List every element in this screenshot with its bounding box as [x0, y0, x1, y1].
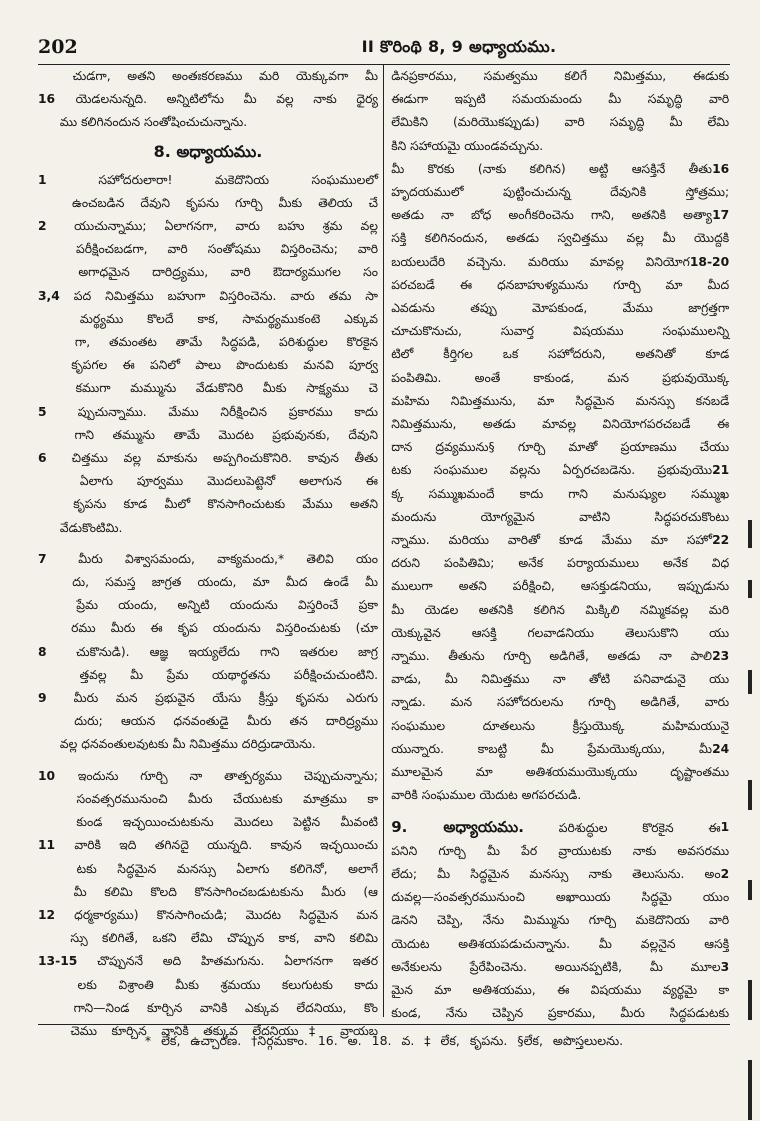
text-line [391, 390, 729, 413]
verse-number: 10 [38, 768, 56, 783]
text-line [38, 169, 378, 192]
text-line [391, 459, 729, 482]
verse-number: 8 [38, 644, 47, 659]
verse-text: కృపగల ఈ పనిలో పాలు పొందుటకు మనవి పూర్వ [71, 358, 378, 373]
text-line [38, 111, 378, 134]
verse-number: 9 [38, 691, 47, 706]
text-line [38, 788, 378, 811]
text-line [38, 927, 378, 950]
verse-text: ము కలిగినందున సంతోషించుచున్నాను. [59, 115, 248, 130]
verse-text: దు, సమస్త జాగ్రత యందు, మా మీద ఉండే మీ [72, 575, 378, 590]
verse-text: కిని సహాయమై యుండవచ్చును. [391, 138, 544, 153]
text-line [391, 575, 729, 598]
verse-text: వాడు, మీ నిమిత్తము నా తోటి పనివాడునై యు [391, 672, 730, 687]
verse-text: ప్పుచున్నాము. మేము నిరీక్షించిన ప్రకారము కాదు [77, 404, 378, 419]
verse-text: యెక్కువైన ఆసక్తి గలవాడనియు తెలుసుకొని యు [391, 625, 730, 640]
verse-text: సంవత్సరమునుంచి మీరు చేయుటకు మాత్రము కా [76, 791, 378, 806]
text-line [391, 251, 729, 274]
verse-text: చెము కూర్చిన వానికి తక్కువ లేదనియు‡ వ్రాయబ [70, 1023, 378, 1038]
verse-number: 13-15 [38, 954, 78, 969]
text-line [38, 974, 378, 997]
text-line [38, 88, 378, 111]
verse-number: 16 [712, 161, 730, 176]
verse-text: చొప్పుననే అది హితమగును. ఏలాగనగా ఇతర [97, 954, 378, 969]
verse-text: పరీక్షించబడగా, వారి సంతోషము విస్తరించెను; వారి [75, 242, 378, 257]
text-line [38, 997, 378, 1020]
text-line [391, 668, 729, 691]
verse-text: పరచబడే ఈ ధనబాహుళ్యమును గూర్చి మా మీద [391, 277, 730, 292]
text-line [391, 816, 729, 840]
verse-text: కృపను కూడ మీలో కొనసాగించుటకు మేము అతని [73, 497, 378, 512]
text-line [38, 65, 378, 88]
text-line [391, 886, 729, 909]
verse-text: వేడుకొంటిమి. [59, 520, 123, 535]
verse-text: హృదయములో పుట్టించుచున్న దేవునికి స్తోత్రము; [391, 185, 730, 200]
text-line [38, 308, 378, 331]
text-line [38, 641, 378, 664]
verse-text: ఉంచబడిన దేవుని కృపను గూర్చి మీకు తెలియ చే [72, 195, 378, 210]
verse-text: సంఘముల దూతలును క్రీస్తుయొక్క మహిమయునై [391, 718, 730, 733]
running-head: II కొరింథి 8, 9 అధ్యాయము. [361, 37, 557, 56]
verse-text: బయలుదేరి వచ్చెను. మరియు మావల్ల వినియోగ [391, 254, 690, 269]
verse-text: మహిమ నిమిత్తమును, మా సిద్ధమైన మనస్సు కనబడే [391, 393, 730, 408]
verse-text: అతడు నా బోధ అంగీకరించెను గాని, అతనికి అత్యా [391, 208, 713, 223]
text-line [391, 343, 729, 366]
text-line [38, 687, 378, 710]
verse-text: మర్థ్యము కొలదే కాక, సామర్థ్యముకంటె ఎక్కువ [79, 311, 378, 326]
verse-text: వల్ల ధనవంతులవుటకు మీ నిమిత్తము దరిద్రుడాయెను. [59, 737, 316, 752]
verse-text: ధర్మకార్యము) కొనసాగించుడి; మొదట సిద్ధమైన మన [74, 907, 378, 922]
text-line [391, 320, 729, 343]
verse-text: టిలో కీర్తిగల ఒక సహోదరుని, అతనితో కూడ [391, 347, 730, 362]
text-line [38, 215, 378, 238]
text-line [38, 904, 378, 927]
text-line [391, 413, 729, 436]
verse-number: 24 [712, 741, 730, 756]
text-line [391, 297, 729, 320]
text-line [391, 784, 729, 807]
verse-text: చుకొనుడి). ఆజ్ఞ ఇయ్యలేదు గాని ఇతరుల జాగ్ర [76, 644, 378, 659]
verse-text: పద నిమిత్తము బహుగా విస్తరించెను. వారు తమ సా [73, 288, 378, 303]
verse-text: చుడగా, అతని అంతఃకరణము మరి యెక్కువగా మీ [72, 69, 378, 83]
text-line [391, 840, 729, 863]
text-line [38, 765, 378, 788]
text-line [391, 483, 729, 506]
text-line [38, 710, 378, 733]
verse-text: వారికి ఇది తగినదై యున్నది. కావున ఇచ్ఛయించు [74, 838, 378, 853]
verse-number: 1 [38, 172, 47, 187]
verse-text: చూచుకొనుచు, సువార్త విషయము సంఘములన్ని [391, 324, 730, 339]
verse-text: పంపితిమి. అంతే కాకుండ, మన ప్రభువుయొక్క [391, 370, 730, 385]
left-column [38, 65, 383, 1038]
text-line [38, 470, 378, 493]
text-line [38, 192, 378, 215]
verse-number: 6 [38, 451, 47, 466]
text-line [38, 285, 378, 308]
text-line [38, 881, 378, 904]
text-line [391, 135, 729, 158]
verse-number: 2 [38, 219, 47, 234]
text-line [38, 401, 378, 424]
text-line [391, 645, 729, 668]
verse-number: 17 [712, 208, 730, 223]
verse-text: మీ యెడల అతనికి కలిగిన మిక్కిలి నమ్మికవల్ల మరి [391, 602, 730, 617]
verse-text: గాని తమ్మును తామే మొదట ప్రభువునకు, దేవుని [74, 427, 378, 442]
verse-number: 22 [712, 533, 730, 548]
text-line [391, 691, 729, 714]
text-line [38, 424, 378, 447]
text-line [38, 517, 378, 540]
text-line [38, 733, 378, 756]
verse-text: ఇందును గూర్చి నా తాత్పర్యము చెప్పుచున్నాను; [77, 768, 378, 783]
text-line [391, 863, 729, 886]
verse-text: మీరు విశ్వాసమందు, వాక్యమందు,* తెలివి యం [78, 551, 378, 566]
verse-text: కుండ, నేను చెప్పిన ప్రకారము, మీరు సిద్ధపడుటకు [391, 1006, 730, 1021]
verse-text: మీ కలిమి కొలది కొనసాగించబడుటకును మీరు (ఆ [73, 884, 378, 899]
text-line [38, 858, 378, 881]
text-line [391, 909, 729, 932]
text-line [38, 950, 378, 973]
text-line [38, 548, 378, 571]
text-line [391, 88, 729, 111]
right-column [384, 65, 730, 1021]
verse-text: అగాధమైన దారిద్ర్యము, వారి ఔదార్యముగల సం [78, 265, 378, 280]
text-line [38, 377, 378, 400]
verse-text: పనిని గూర్చి మీ పేర వ్రాయుటకు నాకు అవసరము [391, 843, 730, 858]
text-line [38, 617, 378, 640]
text-line [391, 367, 729, 390]
text-line [391, 933, 729, 956]
verse-text: పరిశుద్ధుల కొరకైన ఈ [558, 820, 721, 835]
verse-text: గాని—నిండ కూర్చిన వానికి ఎక్కువ లేదనియు, కొం [73, 1000, 378, 1015]
chapter-heading: 8. అధ్యాయము. [153, 141, 263, 161]
verse-number: 11 [38, 838, 56, 853]
text-line [391, 599, 729, 622]
chapter-heading: 9. అధ్యాయము. [391, 817, 524, 836]
text-line [38, 834, 378, 857]
verse-text: త్తవల్ల మీ ప్రేమ యథార్థతను పరీక్షించుచుంటిని. [79, 667, 378, 682]
verse-text: సక్తి కలిగినందున, అతడు స్వచిత్తము వల్ల మీ యొద్దకి [391, 231, 730, 246]
verse-text: యున్నారు. కాబట్టి మీ ప్రేమయొక్కయు, మీ [391, 741, 713, 756]
text-line [391, 552, 729, 575]
verse-text: కుండ ఇచ్ఛయించుటకును మొదలు పెట్టిన మీవంటి [76, 815, 378, 830]
text-line [391, 738, 729, 761]
text-line [391, 111, 729, 134]
page-number: 202 [38, 36, 78, 58]
verse-text: అనేకులను ప్రేరేపించెను. అయినప్పటికి, మీ మూల [391, 959, 721, 974]
text-line [38, 493, 378, 516]
text-line [38, 331, 378, 354]
text-line [38, 261, 378, 284]
verse-text: దురు; ఆయన ధనవంతుడై మీరు తన దారిద్ర్యము [74, 714, 378, 729]
verse-number: 2 [720, 866, 730, 881]
text-line [391, 622, 729, 645]
verse-text: లేదు; మీ సిద్ధమైన మనస్సు నాకు తెలుసును. అం [391, 866, 721, 881]
verse-text: స్సు కలిగితే, ఒకని లేమి చొప్పున కాక, వాని కలిమి [70, 931, 378, 946]
verse-text: క్క సమ్ముఖమందే కాదు గాని మనుష్యుల సమ్ముఖ [391, 486, 730, 501]
verse-number: 5 [38, 404, 47, 419]
verse-text: దువల్ల—సంవత్సరమునుంచి అఖాయియ సిద్ధమై యుం [391, 890, 730, 905]
verse-text: రము మీరు ఈ కృప యందును విస్తరించుటకు (చూ [71, 621, 378, 636]
verse-number: 21 [712, 463, 730, 478]
verse-text: న్నాము. మరియు వారితో కూడ మేము మా సహో [391, 533, 713, 548]
text-line [391, 158, 729, 181]
verse-number: 1 [720, 819, 730, 834]
text-line [391, 979, 729, 1002]
verse-text: లేమికిని (మరియొకప్పుడు) వారి సమృద్ధి మీ లేమి [391, 115, 730, 130]
text-line [391, 204, 729, 227]
text-line [391, 1002, 729, 1025]
verse-number: 23 [712, 649, 730, 664]
text-line [391, 65, 729, 88]
text-line [391, 181, 729, 204]
verse-text: యుచున్నాము; ఏలాగనగా, వారు బహు శ్రమ వల్ల [74, 219, 378, 234]
verse-text: దాన ద్రవ్యమును§ గూర్చి మాతో ప్రయాణము చేయు [391, 440, 730, 455]
verse-number: 12 [38, 907, 56, 922]
text-line [38, 571, 378, 594]
verse-text: న్నాము. తీతును గూర్చి అడిగితే, అతడు నా పాలి [391, 649, 713, 664]
verse-number: 3 [720, 959, 730, 974]
text-line [38, 447, 378, 470]
text-line [391, 436, 729, 459]
verse-text: మూలమైన మా అతిశయముయొక్కయు దృష్టాంతము [391, 765, 730, 780]
verse-text: డినప్రకారము, సమత్వము కలిగే నిమిత్తము, ఈడుకు [391, 69, 730, 83]
verse-text: గా, తమంతట తామే సిద్ధపడి, పరిశుద్ధుల కొరకైన [74, 335, 378, 350]
text-line [391, 761, 729, 784]
verse-text: న్నాడు. మన సహోదరులను గూర్చి అడిగితే, వారు [391, 695, 730, 710]
verse-text: చిత్తము వల్ల మాకును అప్పగించుకొనిరి. కావున తీతు [71, 451, 378, 466]
verse-text: ఏలాగు పూర్వము మొదలుపెట్టెనో అలాగున ఈ [79, 474, 378, 489]
text-line [391, 715, 729, 738]
verse-text: లకు విశ్రాంతి మీకు శ్రమయు కలుగుటకు కాదు [77, 977, 378, 992]
verse-text: ఎవడును తప్పు మోపకుండ, మేము జాగ్రత్తగా [391, 301, 730, 316]
margin-marks [742, 520, 752, 1120]
verse-text: ఈడుగా ఇప్పటి సమయమందు మీ సమృద్ధి వారి [391, 92, 730, 107]
text-line [38, 238, 378, 261]
page [38, 34, 730, 1086]
verse-number: 16 [38, 92, 56, 107]
verse-text: ప్రేమ యందు, అన్నిటి యందును విస్తరించే ప్రకా [76, 598, 378, 613]
text-line [391, 529, 729, 552]
verse-text: కముగా మమ్మును వేడుకొనిరి మీకు సాక్ష్యము చె [75, 381, 378, 396]
page-header [38, 34, 730, 65]
verse-text: మీరు మన ప్రభువైన యేసు క్రీస్తు కృపను ఎరుగు [73, 691, 378, 706]
text-line [391, 506, 729, 529]
verse-text: టకు సిద్ధమైన మనస్సు ఏలాగు కలిగెనో, అలాగే [76, 861, 378, 876]
verse-number: 7 [38, 551, 47, 566]
text-line [391, 956, 729, 979]
verse-number: 3,4 [38, 288, 60, 303]
verse-text: యెదుట అతిశయపడుచున్నాను. మీ వల్లనైన ఆసక్తి [391, 936, 730, 951]
text-line [38, 811, 378, 834]
text-line [38, 664, 378, 687]
verse-text: వారికి సంఘముల యెదుట అగపరచుడి. [391, 788, 582, 803]
verse-text: సహోదరులారా! మకెదొనియ సంఘములలో [98, 172, 378, 187]
verse-text: యెడలనున్నది. అన్నిటిలోను మీ వల్ల నాకు ధైర్య [75, 92, 378, 107]
verse-text: నిమిత్తమును, అతడు మావల్ల వినియోగపరచబడే ఈ [391, 417, 730, 432]
text-line [38, 594, 378, 617]
verse-text: డెనని చెప్పి, నేను మిమ్మును గూర్చి మకెదొనియ వారి [391, 913, 730, 928]
verse-text: మీ కొరకు (నాకు కలిగిన) అట్టి ఆసక్తినే తీతు [391, 161, 713, 176]
verse-text: మైన మా అతిశయము, ఈ విషయము వ్యర్థమై కా [391, 982, 730, 997]
text-line [391, 274, 729, 297]
footnotes: * లేక, ఉచ్చారణ. †నిర్గమకాం. 16. అ. 18. వ. ‡ లేక, కృపను. §లేక, అపొస్తలులను. [38, 1024, 730, 1052]
verse-text: టకు సంఘముల వల్లను ఏర్పరచబడెను. ప్రభువుయొ [391, 463, 713, 478]
text-columns [38, 65, 730, 1038]
text-line [391, 227, 729, 250]
verse-text: మందును యోగ్యమైన వాటిని సిద్ధపరచుకొంటు [391, 509, 730, 524]
verse-text: దరుని పంపితిమి; అనేక పర్యాయములు అనేక విధ [391, 556, 730, 571]
text-line [38, 354, 378, 377]
verse-number: 18-20 [689, 254, 730, 269]
verse-text: ములుగా అతని పరీక్షించి, ఆసక్తుడనియు, ఇప్పుడును [391, 579, 730, 594]
